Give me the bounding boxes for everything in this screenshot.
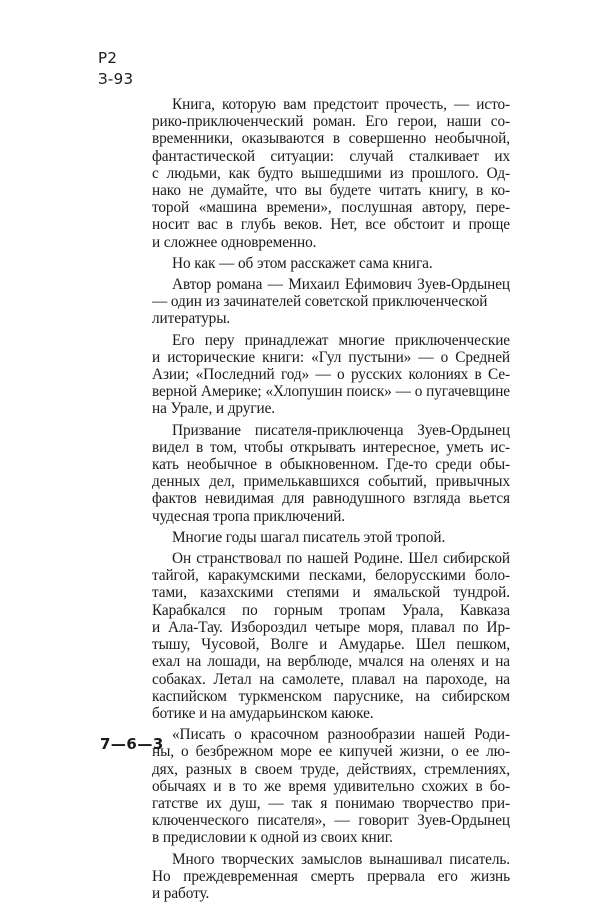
text-line: тышу, Чусовой, Волге и Амударье. Шел пешком,	[152, 636, 510, 654]
text-line: — один из зачинателей советской приключенческой литературы.	[152, 293, 488, 328]
text-line: Азии; «Последний год» — о русских колониях в Се-	[152, 366, 510, 384]
text-line: Многие годы шагал писатель этой тропой.	[172, 528, 446, 546]
author-mark: З-93	[98, 70, 134, 88]
text-line: Автор романа — Михаил Ефимович Зуев-Ордынец	[172, 276, 510, 294]
text-line: ключенческого писателя», — говорит Зуев-Ордынец	[152, 812, 510, 830]
text-line: и исторические книги: «Гул пустыни» — о Средней	[152, 348, 510, 366]
text-line: и работу.	[152, 884, 210, 902]
paragraph	[152, 422, 510, 525]
library-classification	[98, 48, 133, 90]
text-line: денных дел, примелькавшихся событий, привычных	[152, 473, 510, 491]
text-line: обычаях и в то же время удивительно схожих в бо-	[152, 777, 510, 795]
text-line: Но преждевременная смерть прервала его жизнь	[152, 867, 510, 885]
paragraph	[152, 726, 510, 846]
text-line: ехал на лошади, на верблюде, мчался на оленях и на	[152, 653, 510, 671]
paragraph	[152, 851, 510, 903]
annotation-text	[152, 96, 510, 906]
bbk-index: Р2	[98, 49, 118, 67]
text-line: гатстве их душ, — так я понимаю творчество при-	[152, 794, 510, 812]
text-line: верной Америке; «Хлопушин поиск» — о пугачевщине	[152, 383, 510, 401]
text-line: и Ала-Тау. Избороздил четыре моря, плавал по Ир-	[152, 618, 510, 636]
text-line: Но как — об этом расскажет сама книга.	[172, 254, 433, 272]
paragraph	[152, 529, 510, 546]
text-line: собаках. Летал на самолете, плавал на пароходе, на	[152, 670, 510, 688]
text-line: кать необычное в обыкновенном. Где-то среди обы-	[152, 456, 510, 474]
text-line: временники, оказываются в совершенно необычной,	[152, 130, 510, 148]
text-line: «Писать о красочном разнообразии нашей Роди-	[172, 726, 510, 744]
text-line: в предисловии к одной из своих книг.	[152, 829, 393, 847]
text-line: чудесная тропа приключений.	[152, 507, 346, 525]
paragraph	[152, 276, 510, 328]
text-line: носит вас в глубь веков. Нет, все обстоит и проще	[152, 216, 510, 234]
paragraph	[152, 255, 510, 272]
text-line: тайгой, каракумскими песками, белорусскими боло-	[152, 567, 510, 585]
text-line: Много творческих замыслов вынашивал писатель.	[172, 850, 510, 868]
text-line: рико-приключенческий роман. Его герои, наши со-	[152, 113, 510, 131]
text-line: Он странствовал по нашей Родине. Шел сибирской	[172, 550, 510, 568]
text-line: на Урале, и другие.	[152, 400, 275, 418]
text-line: ны, о безбрежном море ее кипучей жизни, о ее лю-	[152, 743, 510, 761]
text-line: дях, разных в своем труде, действиях, стремлениях,	[152, 760, 510, 778]
text-line: Книга, которую вам предстоит прочесть, — исто-	[172, 96, 510, 113]
text-line: Призвание писателя-приключенца Зуев-Ордынец	[172, 421, 510, 439]
text-line: фактов невидимая для равнодушного взгляда вьется	[152, 490, 510, 508]
text-line: тами, казахскими степями и ямальской тундрой.	[152, 584, 510, 602]
text-line: и сложнее одновременно.	[152, 233, 317, 251]
printing-code: 7—6—3	[100, 735, 164, 753]
paragraph	[152, 332, 510, 418]
text-line: нако не думайте, что вы будете читать книгу, в ко-	[152, 182, 510, 200]
text-line: ботике и на амударьинском каюке.	[152, 704, 374, 722]
text-line: Его перу принадлежат многие приключенческие	[172, 331, 510, 349]
text-line: каспийском туркменском паруснике, на сибирском	[152, 687, 510, 705]
text-line: фантастической ситуации: случай сталкивает их	[152, 147, 510, 165]
text-line: видел в том, чтобы открывать интересное, уметь ис-	[152, 438, 510, 456]
text-line: Карабкался по горным тропам Урала, Кавказа	[152, 601, 510, 619]
text-line: торой «машина времени», послушная автору, пере-	[152, 199, 510, 217]
text-line: с людьми, как будто вышедшими из прошлого. Од-	[152, 164, 510, 182]
paragraph	[152, 550, 510, 722]
paragraph	[152, 96, 510, 251]
